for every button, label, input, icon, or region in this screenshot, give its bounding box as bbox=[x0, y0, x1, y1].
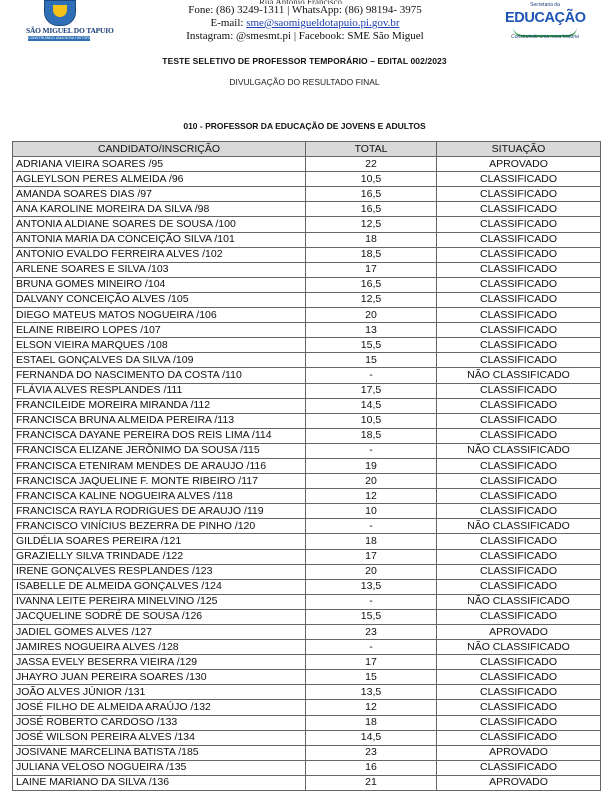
status-cell: CLASSIFICADO bbox=[437, 202, 601, 217]
total-cell: 17,5 bbox=[306, 383, 437, 398]
table-row bbox=[13, 579, 601, 594]
education-logo-top: Secretaria da bbox=[530, 2, 560, 8]
status-cell: NÃO CLASSIFICADO bbox=[437, 443, 601, 458]
total-cell: 16,5 bbox=[306, 202, 437, 217]
total-cell: 20 bbox=[306, 564, 437, 579]
total-cell: 19 bbox=[306, 458, 437, 473]
table-row bbox=[13, 172, 601, 187]
candidate-cell: ANTONIA MARIA DA CONCEIÇÃO SILVA /101 bbox=[13, 232, 306, 247]
table-row bbox=[13, 594, 601, 609]
municipality-logo-tagline: CONSTRUINDO UMA NOVA HISTÓRIA bbox=[28, 36, 93, 40]
candidate-cell: AMANDA SOARES DIAS /97 bbox=[13, 187, 306, 202]
candidate-cell: IVANNA LEITE PEREIRA MINELVINO /125 bbox=[13, 594, 306, 609]
total-cell: 16 bbox=[306, 760, 437, 775]
status-cell: APROVADO bbox=[437, 775, 601, 790]
status-cell: CLASSIFICADO bbox=[437, 277, 601, 292]
status-cell: NÃO CLASSIFICADO bbox=[437, 368, 601, 383]
total-cell: 17 bbox=[306, 549, 437, 564]
candidate-cell: LAINE MARIANO DA SILVA /136 bbox=[13, 775, 306, 790]
table-row bbox=[13, 353, 601, 368]
total-cell: 18 bbox=[306, 715, 437, 730]
total-cell: - bbox=[306, 368, 437, 383]
candidate-cell: ELSON VIEIRA MARQUES /108 bbox=[13, 338, 306, 353]
total-cell: 17 bbox=[306, 655, 437, 670]
column-header-candidate: CANDIDATO/INSCRIÇÃO bbox=[13, 142, 306, 157]
contact-block bbox=[120, 0, 490, 43]
total-cell: 15,5 bbox=[306, 338, 437, 353]
education-logo-tagline: Construindo uma nova história bbox=[511, 34, 579, 40]
table-row bbox=[13, 232, 601, 247]
total-cell: 18 bbox=[306, 232, 437, 247]
table-row bbox=[13, 655, 601, 670]
candidate-cell: ANA KAROLINE MOREIRA DA SILVA /98 bbox=[13, 202, 306, 217]
total-cell: 17 bbox=[306, 262, 437, 277]
status-cell: APROVADO bbox=[437, 745, 601, 760]
table-row bbox=[13, 338, 601, 353]
status-cell: CLASSIFICADO bbox=[437, 413, 601, 428]
candidate-cell: JOSÉ ROBERTO CARDOSO /133 bbox=[13, 715, 306, 730]
total-cell: 21 bbox=[306, 775, 437, 790]
status-cell: CLASSIFICADO bbox=[437, 474, 601, 489]
candidate-cell: ANTONIO EVALDO FERREIRA ALVES /102 bbox=[13, 247, 306, 262]
status-cell: CLASSIFICADO bbox=[437, 172, 601, 187]
total-cell: 10 bbox=[306, 504, 437, 519]
status-cell: CLASSIFICADO bbox=[437, 489, 601, 504]
candidate-cell: IRENE GONÇALVES RESPLANDES /123 bbox=[13, 564, 306, 579]
results-table bbox=[12, 141, 601, 791]
candidate-cell: ARLENE SOARES E SILVA /103 bbox=[13, 262, 306, 277]
table-row bbox=[13, 685, 601, 700]
total-cell: 23 bbox=[306, 745, 437, 760]
total-cell: 13 bbox=[306, 323, 437, 338]
email-label: E-mail: bbox=[210, 17, 247, 29]
table-row bbox=[13, 730, 601, 745]
table-row bbox=[13, 458, 601, 473]
table-row bbox=[13, 625, 601, 640]
status-cell: CLASSIFICADO bbox=[437, 353, 601, 368]
candidate-cell: JACQUELINE SODRÉ DE SOUSA /126 bbox=[13, 609, 306, 624]
total-cell: - bbox=[306, 640, 437, 655]
table-row bbox=[13, 640, 601, 655]
column-header-status: SITUAÇÃO bbox=[437, 142, 601, 157]
total-cell: 12,5 bbox=[306, 217, 437, 232]
status-cell: CLASSIFICADO bbox=[437, 504, 601, 519]
table-row bbox=[13, 308, 601, 323]
status-cell: CLASSIFICADO bbox=[437, 323, 601, 338]
total-cell: 22 bbox=[306, 157, 437, 172]
status-cell: CLASSIFICADO bbox=[437, 398, 601, 413]
total-cell: 14,5 bbox=[306, 730, 437, 745]
status-cell: CLASSIFICADO bbox=[437, 458, 601, 473]
table-row bbox=[13, 609, 601, 624]
total-cell: 14,5 bbox=[306, 398, 437, 413]
column-header-total: TOTAL bbox=[306, 142, 437, 157]
table-row bbox=[13, 368, 601, 383]
candidate-cell: FRANCISCO VINÍCIUS BEZERRA DE PINHO /120 bbox=[13, 519, 306, 534]
status-cell: CLASSIFICADO bbox=[437, 609, 601, 624]
total-cell: 13,5 bbox=[306, 685, 437, 700]
table-row bbox=[13, 474, 601, 489]
candidate-cell: FRANCISCA ETENIRAM MENDES DE ARAUJO /116 bbox=[13, 458, 306, 473]
social-line: Instagram: @smesmt.pi | Facebook: SME São Miguel bbox=[186, 30, 424, 42]
table-row bbox=[13, 428, 601, 443]
total-cell: 15 bbox=[306, 670, 437, 685]
table-row bbox=[13, 489, 601, 504]
education-logo bbox=[505, 0, 585, 44]
total-cell: 23 bbox=[306, 625, 437, 640]
candidate-cell: ELAINE RIBEIRO LOPES /107 bbox=[13, 323, 306, 338]
total-cell: 20 bbox=[306, 308, 437, 323]
total-cell: 18,5 bbox=[306, 428, 437, 443]
table-row bbox=[13, 775, 601, 790]
total-cell: 15,5 bbox=[306, 609, 437, 624]
table-row bbox=[13, 262, 601, 277]
table-row bbox=[13, 292, 601, 307]
total-cell: - bbox=[306, 443, 437, 458]
document-header bbox=[0, 0, 609, 50]
status-cell: CLASSIFICADO bbox=[437, 247, 601, 262]
candidate-cell: JASSA EVELY BESERRA VIEIRA /129 bbox=[13, 655, 306, 670]
status-cell: CLASSIFICADO bbox=[437, 715, 601, 730]
table-row bbox=[13, 715, 601, 730]
status-cell: CLASSIFICADO bbox=[437, 292, 601, 307]
coat-of-arms-icon bbox=[44, 0, 76, 26]
candidate-cell: JOSÉ FILHO DE ALMEIDA ARAÚJO /132 bbox=[13, 700, 306, 715]
table-row bbox=[13, 187, 601, 202]
candidate-cell: JULIANA VELOSO NOGUEIRA /135 bbox=[13, 760, 306, 775]
table-row bbox=[13, 564, 601, 579]
candidate-cell: GRAZIELLY SILVA TRINDADE /122 bbox=[13, 549, 306, 564]
total-cell: 12,5 bbox=[306, 292, 437, 307]
status-cell: CLASSIFICADO bbox=[437, 760, 601, 775]
table-row bbox=[13, 504, 601, 519]
status-cell: CLASSIFICADO bbox=[437, 579, 601, 594]
total-cell: 12 bbox=[306, 489, 437, 504]
candidate-cell: JOSIVANE MARCELINA BATISTA /185 bbox=[13, 745, 306, 760]
document-subtitle: DIVULGAÇÃO DO RESULTADO FINAL bbox=[229, 77, 380, 87]
municipality-logo-name: SÃO MIGUEL DO TAPUIO bbox=[26, 26, 114, 35]
total-cell: 10,5 bbox=[306, 413, 437, 428]
total-cell: 16,5 bbox=[306, 187, 437, 202]
table-row bbox=[13, 383, 601, 398]
total-cell: 20 bbox=[306, 474, 437, 489]
total-cell: - bbox=[306, 519, 437, 534]
candidate-cell: JAMIRES NOGUEIRA ALVES /128 bbox=[13, 640, 306, 655]
candidate-cell: GILDÉLIA SOARES PEREIRA /121 bbox=[13, 534, 306, 549]
status-cell: CLASSIFICADO bbox=[437, 428, 601, 443]
table-row bbox=[13, 745, 601, 760]
status-cell: APROVADO bbox=[437, 157, 601, 172]
total-cell: 13,5 bbox=[306, 579, 437, 594]
candidate-cell: FRANCISCA KALINE NOGUEIRA ALVES /118 bbox=[13, 489, 306, 504]
candidate-cell: JHAYRO JUAN PEREIRA SOARES /130 bbox=[13, 670, 306, 685]
email-line bbox=[120, 17, 490, 30]
candidate-cell: FRANCISCA BRUNA ALMEIDA PEREIRA /113 bbox=[13, 413, 306, 428]
total-cell: 16,5 bbox=[306, 277, 437, 292]
table-row bbox=[13, 157, 601, 172]
table-row bbox=[13, 549, 601, 564]
status-cell: CLASSIFICADO bbox=[437, 232, 601, 247]
total-cell: 12 bbox=[306, 700, 437, 715]
status-cell: CLASSIFICADO bbox=[437, 730, 601, 745]
table-row bbox=[13, 277, 601, 292]
status-cell: CLASSIFICADO bbox=[437, 308, 601, 323]
total-cell: 10,5 bbox=[306, 172, 437, 187]
candidate-cell: ANTONIA ALDIANE SOARES DE SOUSA /100 bbox=[13, 217, 306, 232]
table-row bbox=[13, 519, 601, 534]
section-heading: 010 - PROFESSOR DA EDUCAÇÃO DE JOVENS E ADULTOS bbox=[183, 121, 426, 131]
candidate-cell: JADIEL GOMES ALVES /127 bbox=[13, 625, 306, 640]
education-logo-brand: EDUCAÇÃO bbox=[505, 10, 586, 26]
candidate-cell: AGLEYLSON PERES ALMEIDA /96 bbox=[13, 172, 306, 187]
status-cell: CLASSIFICADO bbox=[437, 383, 601, 398]
candidate-cell: FRANCISCA ELIZANE JERÔNIMO DA SOUSA /115 bbox=[13, 443, 306, 458]
status-cell: CLASSIFICADO bbox=[437, 670, 601, 685]
table-row bbox=[13, 217, 601, 232]
total-cell: 18 bbox=[306, 534, 437, 549]
candidate-cell: DIEGO MATEUS MATOS NOGUEIRA /106 bbox=[13, 308, 306, 323]
status-cell: CLASSIFICADO bbox=[437, 549, 601, 564]
table-row bbox=[13, 413, 601, 428]
candidate-cell: FERNANDA DO NASCIMENTO DA COSTA /110 bbox=[13, 368, 306, 383]
table-row bbox=[13, 760, 601, 775]
status-cell: CLASSIFICADO bbox=[437, 338, 601, 353]
status-cell: APROVADO bbox=[437, 625, 601, 640]
table-row bbox=[13, 202, 601, 217]
total-cell: - bbox=[306, 594, 437, 609]
candidate-cell: ADRIANA VIEIRA SOARES /95 bbox=[13, 157, 306, 172]
status-cell: NÃO CLASSIFICADO bbox=[437, 519, 601, 534]
candidate-cell: FLÁVIA ALVES RESPLANDES /111 bbox=[13, 383, 306, 398]
table-row bbox=[13, 534, 601, 549]
status-cell: CLASSIFICADO bbox=[437, 217, 601, 232]
candidate-cell: DALVANY CONCEIÇÃO ALVES /105 bbox=[13, 292, 306, 307]
total-cell: 18,5 bbox=[306, 247, 437, 262]
candidate-cell: FRANCISCA JAQUELINE F. MONTE RIBEIRO /117 bbox=[13, 474, 306, 489]
status-cell: CLASSIFICADO bbox=[437, 564, 601, 579]
candidate-cell: ESTAEL GONÇALVES DA SILVA /109 bbox=[13, 353, 306, 368]
status-cell: CLASSIFICADO bbox=[437, 262, 601, 277]
candidate-cell: ISABELLE DE ALMEIDA GONÇALVES /124 bbox=[13, 579, 306, 594]
table-row bbox=[13, 323, 601, 338]
status-cell: CLASSIFICADO bbox=[437, 534, 601, 549]
table-row bbox=[13, 398, 601, 413]
email-link[interactable]: sme@saomigueldotapuio.pi.gov.br bbox=[246, 17, 400, 29]
candidate-cell: JOÃO ALVES JÚNIOR /131 bbox=[13, 685, 306, 700]
candidate-cell: FRANCISCA RAYLA RODRIGUES DE ARAUJO /119 bbox=[13, 504, 306, 519]
status-cell: NÃO CLASSIFICADO bbox=[437, 640, 601, 655]
status-cell: CLASSIFICADO bbox=[437, 700, 601, 715]
candidate-cell: BRUNA GOMES MINEIRO /104 bbox=[13, 277, 306, 292]
total-cell: 15 bbox=[306, 353, 437, 368]
status-cell: CLASSIFICADO bbox=[437, 655, 601, 670]
status-cell: CLASSIFICADO bbox=[437, 685, 601, 700]
municipality-logo bbox=[26, 0, 114, 44]
table-row bbox=[13, 443, 601, 458]
table-row bbox=[13, 247, 601, 262]
document-title: TESTE SELETIVO DE PROFESSOR TEMPORÁRIO – EDITAL 002/2023 bbox=[162, 56, 447, 66]
phone-line: Fone: (86) 3249-1311 | WhatsApp: (86) 98194- 3975 bbox=[188, 4, 422, 16]
status-cell: NÃO CLASSIFICADO bbox=[437, 594, 601, 609]
table-row bbox=[13, 700, 601, 715]
table-row bbox=[13, 670, 601, 685]
candidate-cell: JOSÉ WILSON PEREIRA ALVES /134 bbox=[13, 730, 306, 745]
candidate-cell: FRANCISCA DAYANE PEREIRA DOS REIS LIMA /114 bbox=[13, 428, 306, 443]
status-cell: CLASSIFICADO bbox=[437, 187, 601, 202]
candidate-cell: FRANCILEIDE MOREIRA MIRANDA /112 bbox=[13, 398, 306, 413]
table-header-row bbox=[13, 142, 601, 157]
